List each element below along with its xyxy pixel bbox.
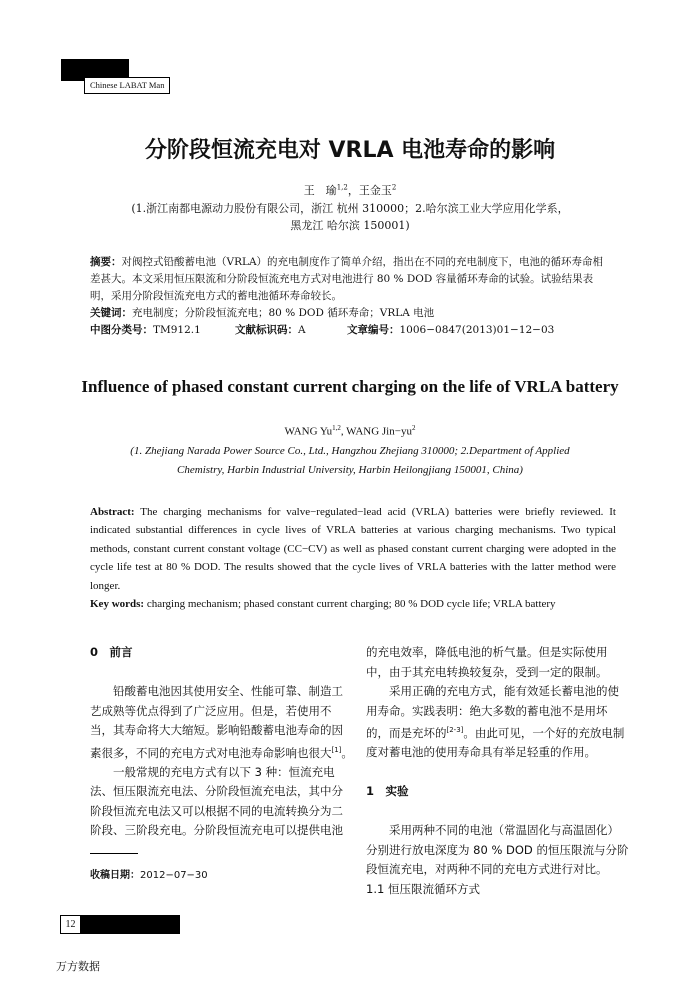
cn-author-1: 王 瑜 (303, 184, 337, 197)
en-affiliation (0, 442, 700, 480)
received-date (90, 866, 208, 881)
cn-author-1-sup: 1,2 (336, 183, 348, 192)
watermark-text: 万方数据 (56, 960, 100, 973)
right-paragraph-2-text: 采用正确的充电方式，能有效延长蓄电池的使用寿命。实践表明：绝大多数的蓄电池不是用坏的，而是充坏的 (366, 684, 619, 740)
right-paragraph-3: 采用两种不同的电池（常温固化与高温固化）分别进行放电深度为 80 % DOD 的恒压限流与分阶段恒流充电，对两种不同的充电方式进行对比。 (366, 823, 629, 877)
left-paragraph-2: 一般常规的充电方式有以下 3 种：恒流充电法、恒压限流充电法、分阶段恒流充电法，其中分阶段恒流充电法又可以根据不同的电流转换分为二阶段、三阶段充电。分阶段恒流充电可以提供电池 (90, 764, 343, 838)
left-paragraph-1-end: 。 (341, 745, 353, 760)
en-title: Influence of phased constant current charging on the life of VRLA battery (81, 377, 619, 396)
en-authors (0, 424, 700, 438)
footer-black-bar (80, 915, 180, 934)
cn-keywords-label: 关键词： (90, 307, 132, 319)
cn-title: 分阶段恒流充电对 VRLA 电池寿命的影响 (144, 138, 556, 163)
cn-author-2: ，王金玉 (347, 184, 392, 197)
ref-2-3: [2-3] (446, 726, 464, 734)
cn-meta-line (90, 322, 612, 339)
cn-author-2-sup: 2 (391, 183, 397, 192)
body-right-column (366, 643, 629, 899)
cn-affiliation (0, 200, 700, 234)
left-paragraph-1 (90, 682, 353, 763)
clc-value: TM912.1 (153, 324, 201, 336)
article-no-label: 文章编号： (347, 324, 400, 336)
en-keywords-text: charging mechanism; phased constant current charging; 80 % DOD cycle life; VRLA battery (146, 598, 556, 611)
footnote-rule (90, 853, 138, 854)
clc-label: 中图分类号： (90, 324, 153, 336)
en-author-1-sup: 1,2 (332, 424, 341, 432)
right-paragraph-2-end: 。由此可见，一个好的充放电制度对蓄电池的使用寿命具有举足轻重的作用。 (366, 725, 625, 760)
cn-keywords-text: 充电制度；分阶段恒流充电；80 % DOD 循环寿命；VRLA 电池 (132, 307, 435, 319)
subsection-1-1-title: 1.1 恒压限流循环方式 (366, 881, 480, 896)
doc-code-label: 文献标识码： (235, 324, 298, 336)
en-affiliation-line1: (1. Zhejiang Narada Power Source Co., Ltd., Hangzhou Zhejiang 310000; 2.Department of Applied (130, 445, 570, 457)
received-value: 2012−07−30 (140, 870, 208, 881)
right-paragraph-1: 的充电效率，降低电池的析气量。但是实际使用中，由于其充电转换较复杂，受到一定的限制。 (366, 645, 608, 679)
en-keywords-label: Key words: (90, 598, 145, 611)
ref-1: [1] (331, 745, 342, 754)
en-abstract-text: The charging mechanisms for valve−regulated−lead acid (VRLA) batteries were briefly reviewed. It indicated substantial differences in cycle lives of VRLA batteries at various charging mechanisms. Two typical methods, constant current constant voltage (CC−CV) as well as phased constant current charging were adopted in the cycle life test at 80 % DOD. The results showed that the cycle lives of VRLA batteries with the latter method were longer. (90, 506, 616, 592)
article-no-value: 1006−0847(2013)01−12−03 (399, 324, 555, 336)
doc-code-value: A (298, 324, 306, 336)
cn-abstract-label: 摘要： (90, 256, 122, 268)
cn-abstract-text: 对阀控式铅酸蓄电池（VRLA）的充电制度作了简单介绍，指出在不同的充电制度下，电池的循环寿命相差甚大。本文采用恒压限流和分阶段恒流充电方式对电池进行 80 % DOD 容量循环寿命的试验。试验结果表明，采用分阶段恒流充电方式的蓄电池循环寿命较长。 (90, 256, 604, 302)
section-1-title: 1 实验 (366, 784, 409, 799)
left-paragraph-1-text: 铅酸蓄电池因其使用安全、性能可靠、制造工艺成熟等优点得到了广泛应用。但是，若使用不当，其寿命将大大缩短。影响铅酸蓄电池寿命的因素很多，不同的充电方式对电池寿命影响也很大 (90, 684, 343, 760)
en-affiliation-line2: Chemistry, Harbin Industrial University, Harbin Heilongjiang 150001, China) (177, 464, 523, 476)
en-abstract-label: Abstract: (90, 506, 135, 518)
received-label: 收稿日期： (90, 870, 140, 881)
body-left-column (90, 643, 353, 841)
cn-affiliation-line1: (1.浙江南都电源动力股份有限公司，浙江 杭州 310000；2.哈尔滨工业大学应用化学系， (131, 202, 569, 215)
cn-authors (0, 182, 700, 198)
right-paragraph-2 (366, 682, 629, 763)
section-0-title: 0 前言 (90, 645, 133, 659)
en-author-2: , WANG Jin−yu (340, 425, 412, 438)
cn-abstract (90, 254, 612, 339)
page-number: 12 (60, 915, 81, 934)
en-author-1: WANG Yu (284, 425, 333, 438)
en-author-2-sup: 2 (411, 424, 416, 432)
journal-name: Chinese LABAT Man (84, 77, 170, 94)
en-abstract (90, 503, 616, 613)
cn-affiliation-line2: 黑龙江 哈尔滨 150001) (290, 219, 410, 232)
